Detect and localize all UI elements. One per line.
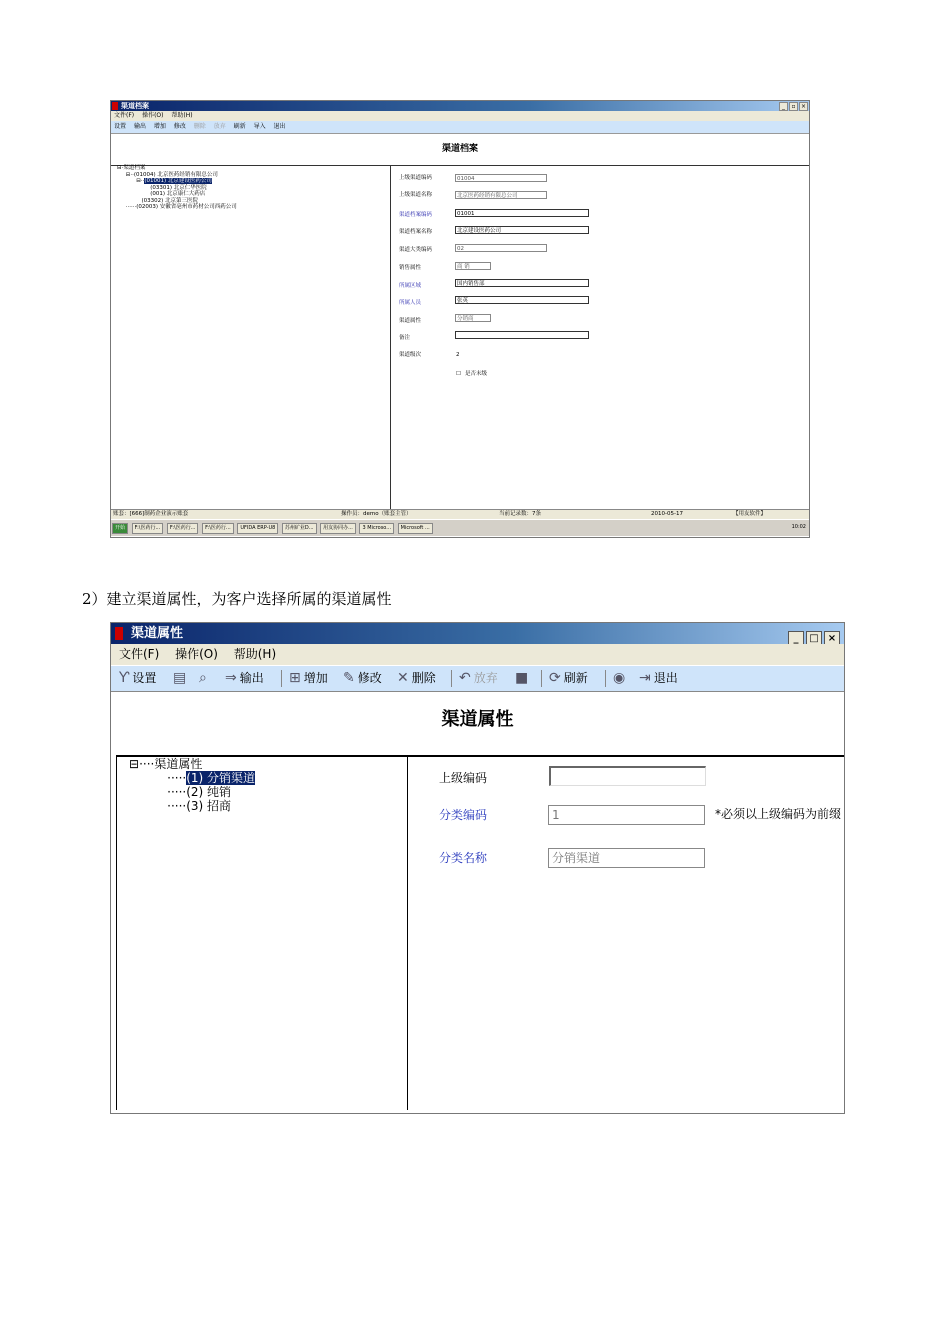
sales-attr-select[interactable]: 商 销 [455, 262, 491, 270]
channel-attr-select[interactable]: 分销商 [455, 314, 491, 322]
edit-button[interactable] [343, 666, 382, 691]
print-button[interactable] [173, 666, 189, 691]
pane-divider [390, 165, 391, 509]
level-label: 渠道级次 [399, 352, 422, 358]
taskbar-item[interactable]: UFIDA ERP-U8 [237, 523, 278, 534]
menu-bar [111, 644, 844, 665]
undo-icon: ↶ [459, 670, 471, 686]
window-title: 渠道档案 [121, 102, 149, 110]
start-button[interactable]: 开始 [112, 523, 128, 534]
tree-node[interactable]: (2) 纯销 [186, 785, 232, 799]
toolbar-separator [541, 670, 542, 687]
category-field[interactable]: 02 [455, 244, 547, 252]
tree-node[interactable]: (02003) 安徽省亳州市药材公司西药公司 [136, 204, 237, 210]
left-border [116, 756, 117, 1110]
status-operator: 操作员：demo（账套主管） [341, 511, 412, 517]
status-date: 2010-05-17 [651, 511, 683, 517]
add-button[interactable] [289, 666, 328, 691]
delete-button[interactable]: 删除 [193, 123, 206, 130]
refresh-icon: ⟳ [549, 670, 561, 686]
app-logo-icon [115, 627, 123, 640]
delete-button[interactable] [397, 666, 436, 691]
minimize-button[interactable]: _ [788, 631, 804, 646]
tree-node[interactable]: (01004) 北京医药经销有限总公司 [133, 171, 218, 178]
code-label: 渠道档案编码 [399, 212, 433, 218]
parent-code-label: 上级渠道编码 [399, 175, 433, 181]
help-icon: ◉ [613, 670, 626, 686]
parent-code-field[interactable]: 01004 [455, 174, 547, 182]
exit-button[interactable] [639, 666, 678, 691]
channel-attr-label: 渠道属性 [399, 318, 422, 324]
tree-expander-icon[interactable]: ⊟ [129, 757, 140, 771]
status-account: 账套：[666]制药企业演示账套 [113, 511, 189, 517]
toolbar-separator [605, 670, 606, 687]
add-button[interactable]: 增加 [153, 123, 166, 130]
toolbar [111, 121, 809, 134]
is-leaf-label: 是否末级 [465, 371, 488, 377]
output-button[interactable]: 输出 [133, 123, 146, 130]
tree-root[interactable]: 渠道档案 [123, 165, 146, 171]
channel-tree: ⊟·渠道档案 ⊟··(01004) 北京医药经销有限总公司 ⊟··(01001) 北京建设医药公司 (03301) 北京仁华医院 (001) 北京康仁大药店 (03302) 北京第三医院 ······(02003) 安徽省亳州市药材公司西药公司 [117, 165, 237, 210]
delete-label: 删除 [411, 671, 436, 685]
page-heading: 渠道属性 [441, 709, 514, 730]
taskbar-item[interactable]: Microsoft ... [398, 523, 433, 534]
tree-node-selected[interactable]: (01001) 北京建设医药公司 [144, 178, 212, 184]
settings-button[interactable] [119, 666, 156, 691]
remark-field[interactable] [455, 331, 589, 339]
sales-attr-label: 销售属性 [399, 265, 422, 271]
window-controls [778, 102, 808, 111]
region-field[interactable]: 国内销售部 [455, 279, 589, 287]
name-label: 渠道档案名称 [399, 229, 433, 235]
app-logo-icon [112, 102, 118, 110]
title-bar [111, 623, 844, 644]
edit-button[interactable]: 修改 [173, 123, 186, 130]
toolbar [111, 666, 844, 692]
exit-label: 退出 [653, 671, 678, 685]
settings-label: 设置 [132, 671, 157, 685]
code-hint: *必须以上级编码为前缀 [715, 807, 842, 821]
close-button[interactable]: × [800, 103, 807, 110]
window-controls [786, 626, 840, 646]
printer-icon: ▤ [173, 670, 187, 686]
channel-archive-window [110, 100, 810, 538]
code-field[interactable]: 01001 [455, 209, 589, 217]
attribute-tree: ⊟····渠道属性 ·····(1) 分销渠道 ·····(2) 纯销 ·····(3) 招商 [129, 757, 256, 813]
window-title: 渠道属性 [131, 626, 184, 641]
pencil-icon: ✎ [343, 670, 355, 686]
code-label: 分类编码 [439, 808, 488, 822]
name-label: 分类名称 [439, 851, 488, 865]
edit-label: 修改 [357, 671, 382, 685]
magnifier-icon: ⌕ [199, 670, 207, 686]
name-field[interactable]: 北京建设医药公司 [455, 226, 589, 234]
delete-icon: ✕ [397, 670, 409, 686]
add-label: 增加 [303, 671, 328, 685]
tree-node[interactable]: (001) 北京康仁大药店 [150, 191, 206, 197]
exit-button[interactable]: 退出 [273, 123, 286, 130]
tree-node[interactable]: (03301) 北京仁华医院 [150, 184, 207, 191]
exit-icon: ⇥ [639, 670, 651, 686]
menu-file[interactable]: 文件(F) [114, 112, 135, 119]
output-button[interactable] [225, 666, 264, 691]
code-field[interactable]: 1 [548, 805, 705, 825]
discard-button[interactable] [459, 666, 498, 691]
status-brand: 【用友软件】 [733, 511, 767, 517]
person-field[interactable]: 张英 [455, 296, 589, 304]
help-button[interactable] [613, 666, 628, 691]
caption-text: 2）建立渠道属性，为客户选择所属的渠道属性 [82, 590, 392, 608]
parent-code-label: 上级编码 [439, 771, 488, 785]
add-icon: ⊞ [289, 670, 301, 686]
maximize-button[interactable]: ▫ [789, 102, 798, 111]
menu-bar [111, 111, 809, 121]
parent-name-label: 上级渠道名称 [399, 192, 433, 198]
tree-node[interactable]: (3) 招商 [186, 799, 232, 813]
import-button[interactable]: 导入 [253, 123, 266, 130]
menu-help[interactable]: 帮助(H) [233, 647, 277, 661]
is-leaf-checkbox[interactable]: ☐ [456, 371, 461, 377]
refresh-label: 刷新 [563, 671, 588, 685]
taskbar [111, 519, 809, 536]
menu-operate[interactable]: 操作(O) [142, 112, 164, 119]
tree-expander-icon[interactable]: ⊟ [117, 165, 122, 171]
taskbar-item[interactable]: F:\医药行... [202, 523, 234, 534]
taskbar-item[interactable]: 3 Microso... [359, 523, 394, 534]
tree-root[interactable]: 渠道属性 [154, 757, 203, 771]
menu-file[interactable]: 文件(F) [119, 647, 160, 661]
taskbar-item[interactable]: F:\医药行... [132, 523, 164, 534]
tree-expander-icon[interactable]: ⊟ [125, 171, 131, 178]
refresh-button[interactable]: 刷新 [233, 123, 246, 130]
wrench-icon: Ƴ [119, 670, 130, 686]
export-icon: ⇒ [225, 670, 237, 686]
save-icon: ■ [515, 670, 529, 686]
tree-node[interactable]: (03302) 北京第三医院 [141, 197, 199, 204]
taskbar-item[interactable]: 用友协同办... [320, 523, 356, 534]
close-button[interactable]: × [824, 631, 840, 646]
discard-label: 放弃 [473, 671, 498, 685]
level-value: 2 [456, 352, 460, 358]
toolbar-separator [281, 670, 282, 687]
parent-code-field[interactable] [549, 766, 706, 786]
channel-attribute-window [110, 622, 845, 1114]
minimize-button[interactable]: _ [779, 102, 788, 111]
preview-button[interactable] [199, 666, 210, 691]
output-label: 输出 [239, 671, 264, 685]
tree-expander-icon[interactable]: ⊟ [136, 178, 141, 184]
person-label: 所属人员 [399, 300, 422, 306]
name-field[interactable]: 分销渠道 [548, 848, 705, 868]
menu-help[interactable]: 帮助(H) [171, 112, 193, 119]
refresh-button[interactable] [549, 666, 588, 691]
discard-button[interactable]: 放弃 [213, 123, 226, 130]
region-label: 所属区域 [399, 283, 422, 289]
page-heading: 渠道档案 [441, 144, 478, 154]
status-bar [111, 509, 809, 519]
taskbar-item[interactable]: F:\医药行... [167, 523, 199, 534]
remark-label: 备注 [399, 335, 411, 341]
save-button[interactable] [515, 666, 531, 691]
settings-button[interactable]: 设置 [114, 123, 127, 130]
pane-divider [407, 756, 408, 1110]
toolbar-separator [451, 670, 452, 687]
parent-name-field[interactable]: 北京医药经销有限总公司 [455, 191, 547, 199]
taskbar-item[interactable]: 苏州矿业D... [282, 523, 317, 534]
clock: 10:02 [791, 524, 806, 530]
maximize-button[interactable]: □ [806, 631, 822, 646]
tree-node-selected[interactable]: (1) 分销渠道 [186, 771, 256, 785]
status-records: 当前记录数：7条 [499, 511, 541, 517]
menu-operate[interactable]: 操作(O) [175, 647, 218, 661]
category-label: 渠道大类编码 [399, 247, 433, 253]
title-bar [111, 101, 809, 111]
